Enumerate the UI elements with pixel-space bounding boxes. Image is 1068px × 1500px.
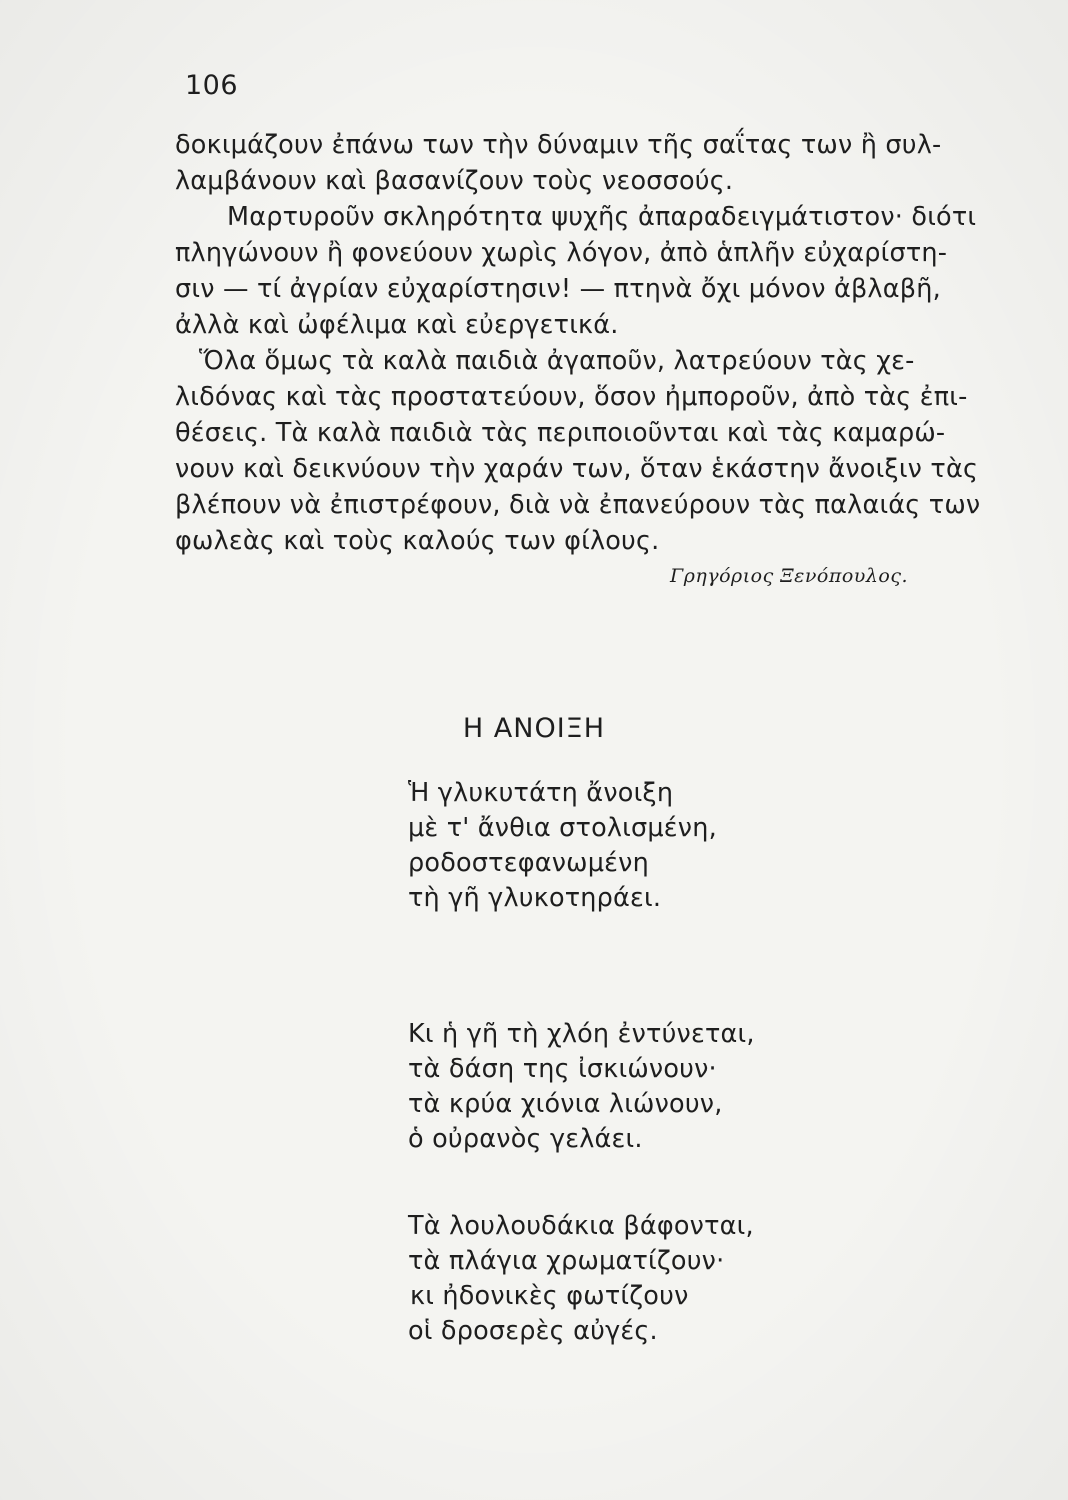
- text-line: ἀλλὰ καὶ ὠφέλιμα καὶ εὐεργετικά.: [175, 310, 619, 340]
- poem-verse: ροδοστεφανωμένη: [408, 848, 649, 878]
- poem-verse: Ἡ γλυκυτάτη ἄνοιξη: [408, 778, 674, 808]
- poem-title: [0, 713, 1068, 744]
- prose-text: [175, 127, 981, 559]
- poem-verse: τὰ κρύα χιόνια λιώνουν,: [408, 1089, 723, 1119]
- poem-verse: Τὰ λουλουδάκια βάφονται,: [408, 1211, 754, 1241]
- poem-verse: τὴ γῆ γλυκοτηράει.: [408, 883, 662, 913]
- text-line: βλέπουν νὰ ἐπιστρέφουν, διὰ νὰ ἐπανεύρουν τὰς παλαιάς των: [175, 490, 981, 520]
- text-line: δοκιμάζουν ἐπάνω των τὴν δύναμιν τῆς σαΐτας των ἢ συλ-: [175, 130, 942, 160]
- text-line: πληγώνουν ἢ φονεύουν χωρὶς λόγον, ἀπὸ ἁπλῆν εὐχαρίστη-: [175, 238, 948, 268]
- text-line: σιν — τί ἀγρίαν εὐχαρίστησιν! — πτηνὰ ὄχι μόνον ἀβλαβῆ,: [175, 274, 941, 304]
- poem-stanza-1: [408, 776, 717, 916]
- poem-stanza-2: [408, 1017, 755, 1157]
- page-number: 106: [185, 70, 239, 101]
- poem-stanza-3: [408, 1209, 754, 1349]
- paragraph-3: [175, 343, 981, 559]
- poem-verse: ὁ οὐρανὸς γελάει.: [408, 1124, 643, 1154]
- paragraph-2: [175, 199, 977, 343]
- text-line: λαμβάνουν καὶ βασανίζουν τοὺς νεοσσούς.: [175, 166, 734, 196]
- author-signature: Γρηγόριος Ξενόπουλος.: [670, 565, 908, 587]
- text-line: θέσεις. Τὰ καλὰ παιδιὰ τὰς περιποιοῦνται καὶ τὰς καμαρώ-: [175, 418, 946, 448]
- poem-verse: τὰ πλάγια χρωματίζουν·: [408, 1246, 725, 1276]
- poem-verse: οἱ δροσερὲς αὐγές.: [408, 1316, 658, 1346]
- paragraph-1: [175, 127, 942, 199]
- poem-verse: τὰ δάση της ἰσκιώνουν·: [408, 1054, 717, 1084]
- poem-verse: Κι ἡ γῆ τὴ χλόη ἐντύνεται,: [408, 1019, 755, 1049]
- text-line: λιδόνας καὶ τὰς προστατεύουν, ὅσον ἠμποροῦν, ἀπὸ τὰς ἐπι-: [175, 382, 968, 412]
- text-line: νουν καὶ δεικνύουν τὴν χαράν των, ὅταν ἑκάστην ἄνοιξιν τὰς: [175, 454, 979, 484]
- text-line: Ὅλα ὅμως τὰ καλὰ παιδιὰ ἀγαποῦν, λατρεύουν τὰς χε-: [199, 346, 915, 376]
- text-line: Μαρτυροῦν σκληρότητα ψυχῆς ἀπαραδειγμάτιστον· διότι: [227, 202, 977, 232]
- poem-verse: κι ἠδονικὲς φωτίζουν: [410, 1281, 689, 1311]
- poem-verse: μὲ τ' ἄνθια στολισμένη,: [408, 813, 717, 843]
- poem-title-text: Η ΑΝΟΙΞΗ: [462, 713, 606, 744]
- text-line: φωλεὰς καὶ τοὺς καλούς των φίλους.: [175, 526, 660, 556]
